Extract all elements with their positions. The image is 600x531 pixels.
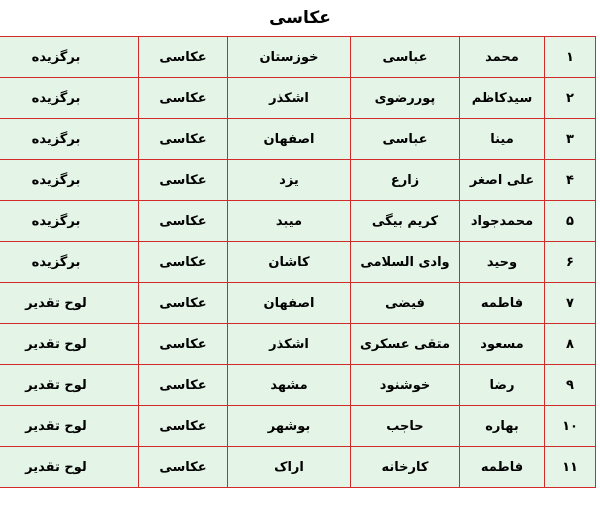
row-city: میبد bbox=[228, 201, 351, 242]
row-award: برگزیده bbox=[0, 78, 139, 119]
row-award: برگزیده bbox=[0, 201, 139, 242]
row-field: عکاسی bbox=[139, 119, 228, 160]
row-award: برگزیده bbox=[0, 119, 139, 160]
row-number: ۶ bbox=[545, 242, 596, 283]
row-field: عکاسی bbox=[139, 78, 228, 119]
row-first-name: وحید bbox=[460, 242, 545, 283]
row-field: عکاسی bbox=[139, 242, 228, 283]
row-field: عکاسی bbox=[139, 324, 228, 365]
row-number: ۳ bbox=[545, 119, 596, 160]
table-row bbox=[0, 119, 596, 160]
row-number: ۷ bbox=[545, 283, 596, 324]
row-number: ۲ bbox=[545, 78, 596, 119]
row-last-name: حاجب bbox=[351, 406, 460, 447]
row-award: لوح تقدیر bbox=[0, 324, 139, 365]
row-city: اشکذر bbox=[228, 78, 351, 119]
row-field: عکاسی bbox=[139, 447, 228, 488]
row-field: عکاسی bbox=[139, 283, 228, 324]
row-first-name: علی اصغر bbox=[460, 160, 545, 201]
table-row bbox=[0, 324, 596, 365]
row-last-name: خوشنود bbox=[351, 365, 460, 406]
row-last-name: عباسی bbox=[351, 119, 460, 160]
table-row bbox=[0, 406, 596, 447]
table-row bbox=[0, 447, 596, 488]
row-number: ۱۰ bbox=[545, 406, 596, 447]
table-row bbox=[0, 78, 596, 119]
row-award: لوح تقدیر bbox=[0, 447, 139, 488]
row-last-name: کریم بیگی bbox=[351, 201, 460, 242]
row-award: لوح تقدیر bbox=[0, 283, 139, 324]
row-first-name: فاطمه bbox=[460, 283, 545, 324]
row-number: ۹ bbox=[545, 365, 596, 406]
row-award: برگزیده bbox=[0, 242, 139, 283]
row-city: مشهد bbox=[228, 365, 351, 406]
row-first-name: محمد bbox=[460, 37, 545, 78]
row-last-name: وادی السلامی bbox=[351, 242, 460, 283]
row-last-name: فیضی bbox=[351, 283, 460, 324]
row-first-name: محمدجواد bbox=[460, 201, 545, 242]
row-field: عکاسی bbox=[139, 365, 228, 406]
row-number: ۴ bbox=[545, 160, 596, 201]
row-first-name: رضا bbox=[460, 365, 545, 406]
row-field: عکاسی bbox=[139, 160, 228, 201]
table-row bbox=[0, 160, 596, 201]
row-city: اراک bbox=[228, 447, 351, 488]
awards-table-body bbox=[0, 37, 596, 488]
row-award: لوح تقدیر bbox=[0, 406, 139, 447]
row-last-name: عباسی bbox=[351, 37, 460, 78]
row-award: لوح تقدیر bbox=[0, 365, 139, 406]
row-field: عکاسی bbox=[139, 37, 228, 78]
row-city: اشکذر bbox=[228, 324, 351, 365]
row-last-name: زارع bbox=[351, 160, 460, 201]
row-first-name: مسعود bbox=[460, 324, 545, 365]
table-row bbox=[0, 242, 596, 283]
row-last-name: کارخانه bbox=[351, 447, 460, 488]
row-number: ۱ bbox=[545, 37, 596, 78]
row-city: اصفهان bbox=[228, 283, 351, 324]
row-last-name: متقی عسکری bbox=[351, 324, 460, 365]
row-city: بوشهر bbox=[228, 406, 351, 447]
row-city: اصفهان bbox=[228, 119, 351, 160]
table-row bbox=[0, 37, 596, 78]
row-number: ۵ bbox=[545, 201, 596, 242]
row-field: عکاسی bbox=[139, 406, 228, 447]
row-first-name: بهاره bbox=[460, 406, 545, 447]
row-first-name: فاطمه bbox=[460, 447, 545, 488]
row-award: برگزیده bbox=[0, 37, 139, 78]
row-number: ۱۱ bbox=[545, 447, 596, 488]
row-city: کاشان bbox=[228, 242, 351, 283]
row-city: یزد bbox=[228, 160, 351, 201]
page-title: عکاسی bbox=[269, 8, 331, 28]
awards-table bbox=[0, 36, 596, 488]
row-first-name: سیدکاظم bbox=[460, 78, 545, 119]
table-row bbox=[0, 365, 596, 406]
table-row bbox=[0, 283, 596, 324]
row-first-name: مینا bbox=[460, 119, 545, 160]
row-award: برگزیده bbox=[0, 160, 139, 201]
row-field: عکاسی bbox=[139, 201, 228, 242]
row-number: ۸ bbox=[545, 324, 596, 365]
row-last-name: پوررضوی bbox=[351, 78, 460, 119]
table-row bbox=[0, 201, 596, 242]
row-city: خوزستان bbox=[228, 37, 351, 78]
